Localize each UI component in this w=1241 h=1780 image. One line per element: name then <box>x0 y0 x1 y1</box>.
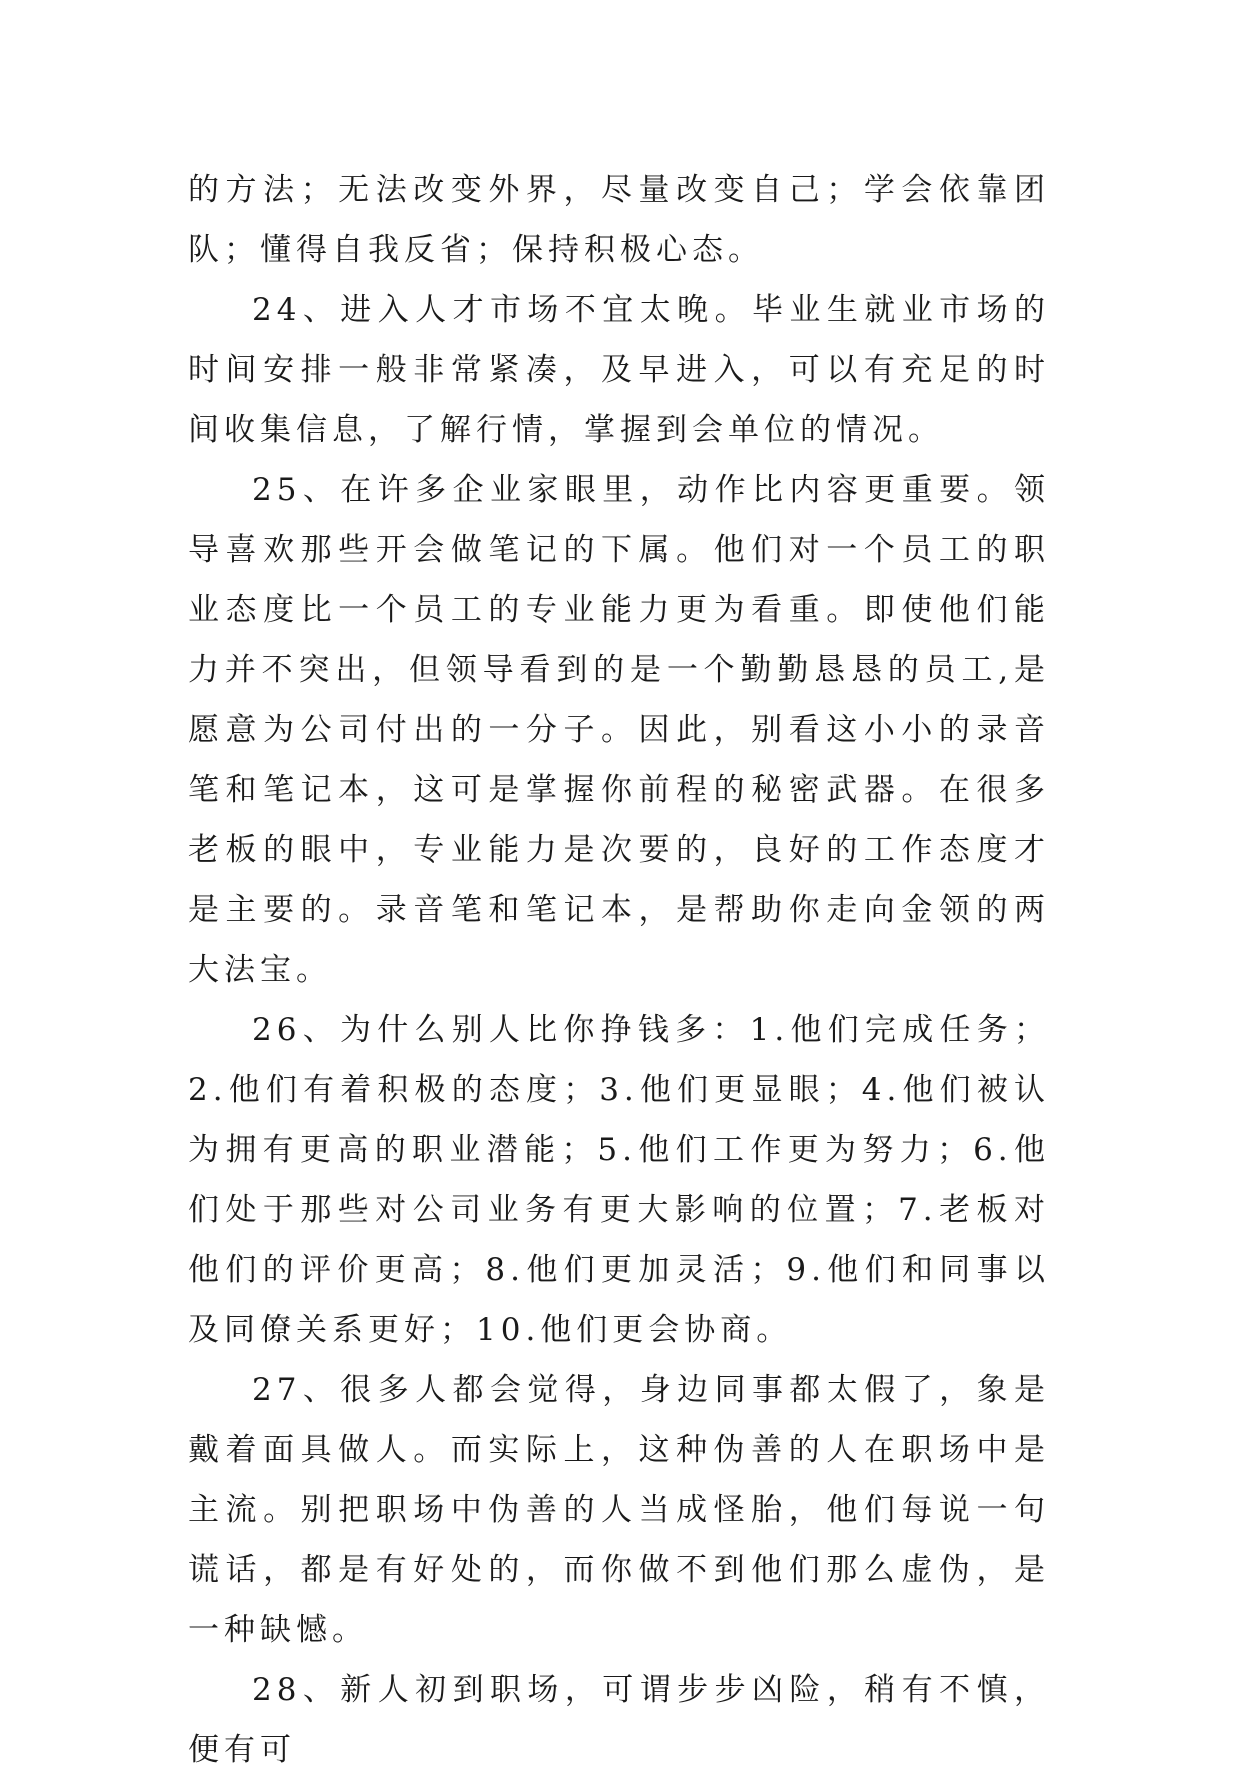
paragraph-26: 26、为什么别人比你挣钱多：1.他们完成任务；2.他们有着积极的态度；3.他们更显眼；4.他们被认为拥有更高的职业潜能；5.他们工作更为努力；6.他们处于那些对公司业务有更大影响的位置；7.老板对他们的评价更高；8.他们更加灵活；9.他们和同事以及同僚关系更好；10.他们更会协商。 <box>188 1012 1050 1348</box>
paragraph-27: 27、很多人都会觉得，身边同事都太假了，象是戴着面具做人。而实际上，这种伪善的人在职场中是主流。别把职场中伪善的人当成怪胎，他们每说一句谎话，都是有好处的，而你做不到他们那么虚伪，是一种缺憾。 <box>188 1372 1050 1648</box>
paragraph-continuation: 的方法；无法改变外界，尽量改变自己；学会依靠团队；懂得自我反省；保持积极心态。 <box>188 172 1050 268</box>
paragraph-25: 25、在许多企业家眼里，动作比内容更重要。领导喜欢那些开会做笔记的下属。他们对一个员工的职业态度比一个员工的专业能力更为看重。即使他们能力并不突出，但领导看到的是一个勤勤恳恳的员工,是愿意为公司付出的一分子。因此，别看这小小的录音笔和笔记本，这可是掌握你前程的秘密武器。在很多老板的眼中，专业能力是次要的，良好的工作态度才是主要的。录音笔和笔记本，是帮助你走向金领的两大法宝。 <box>188 472 1050 988</box>
paragraph-28: 28、新人初到职场，可谓步步凶险，稍有不慎，便有可 <box>188 1672 1050 1768</box>
paragraph-24: 24、进入人才市场不宜太晚。毕业生就业市场的时间安排一般非常紧凑，及早进入，可以有充足的时间收集信息，了解行情，掌握到会单位的情况。 <box>188 292 1050 448</box>
document-body <box>188 160 1050 1780</box>
